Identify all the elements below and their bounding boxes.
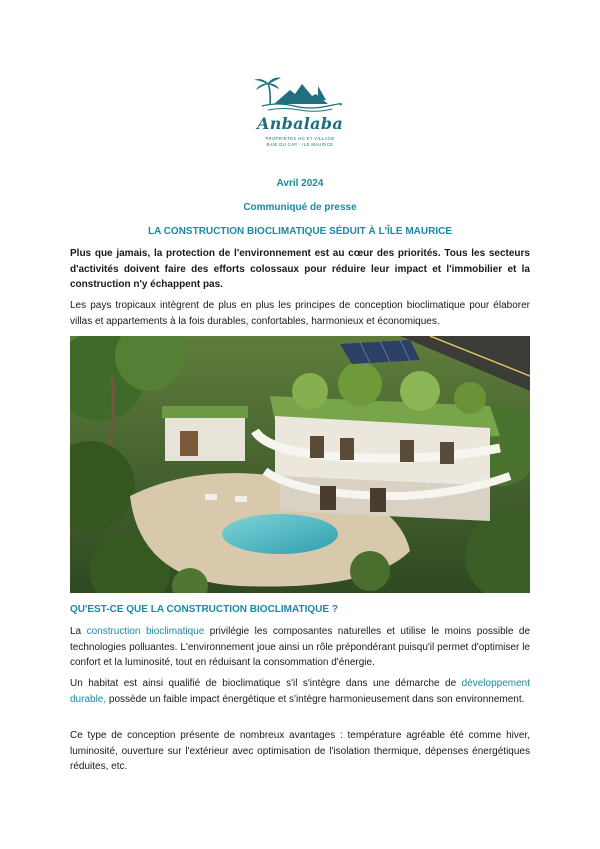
villa-hero-image [70, 336, 530, 593]
paragraph-advantages: Ce type de conception présente de nombreux avantages : température agréable été comme hiver, luminosité, ouverture sur l'extérieur avec optimisation de l'isolation thermique, dépenses énergétiques réduites, etc. [70, 730, 530, 772]
paragraph-definition [70, 624, 530, 671]
paragraph-text: possède un faible impact énergétique et s'intègre harmonieusement dans son environnement. [106, 693, 525, 705]
paragraph-text: La [70, 626, 87, 637]
paragraph-text: privilégie les composantes naturelles et utilise le moins possible de technologies polluantes. L'environnement joue ainsi un rôle prépondérant puisqu'il permet d'optimiser le confort et la luminosité, tout en réduisant la consommation d'énergie. [70, 626, 531, 668]
developpement-durable-link[interactable]: développement durable, [70, 678, 530, 705]
release-date: Avril 2024 [276, 178, 324, 189]
palm-island-emblem-icon [244, 74, 356, 114]
paragraph-qualification [70, 676, 530, 707]
section-title: QU'EST-CE QUE LA CONSTRUCTION BIOCLIMATIQUE ? [70, 604, 338, 615]
anbalaba-logo [244, 74, 356, 168]
paragraph-text: Un habitat est ainsi qualifié de bioclimatique s'il s'intègre dans une démarche de [70, 678, 462, 689]
intro-paragraph: Les pays tropicaux intègrent de plus en plus les principes de conception bioclimatique pour élaborer villas et appartements à la fois durables, confortables, harmonieux et économiques. [70, 300, 530, 327]
document-type: Communiqué de presse [243, 202, 357, 213]
lead-paragraph: Plus que jamais, la protection de l'environnement est au cœur des priorités. Tous les secteurs d'activités doivent faire des efforts colossaux pour réduire leur impact et l'immobilier et la construction n'y échappent pas. [70, 248, 530, 290]
construction-bioclimatique-link[interactable]: construction bioclimatique [86, 626, 205, 637]
brand-tagline-1: PROPRIETES HO ET VILLAGE [265, 136, 335, 141]
brand-tagline-2: BAIE DU CAP · ILE MAURICE [266, 142, 334, 147]
page-title: LA CONSTRUCTION BIOCLIMATIQUE SÉDUIT À L'ÎLE MAURICE [147, 226, 453, 237]
brand-name: Anbalaba [256, 114, 343, 133]
